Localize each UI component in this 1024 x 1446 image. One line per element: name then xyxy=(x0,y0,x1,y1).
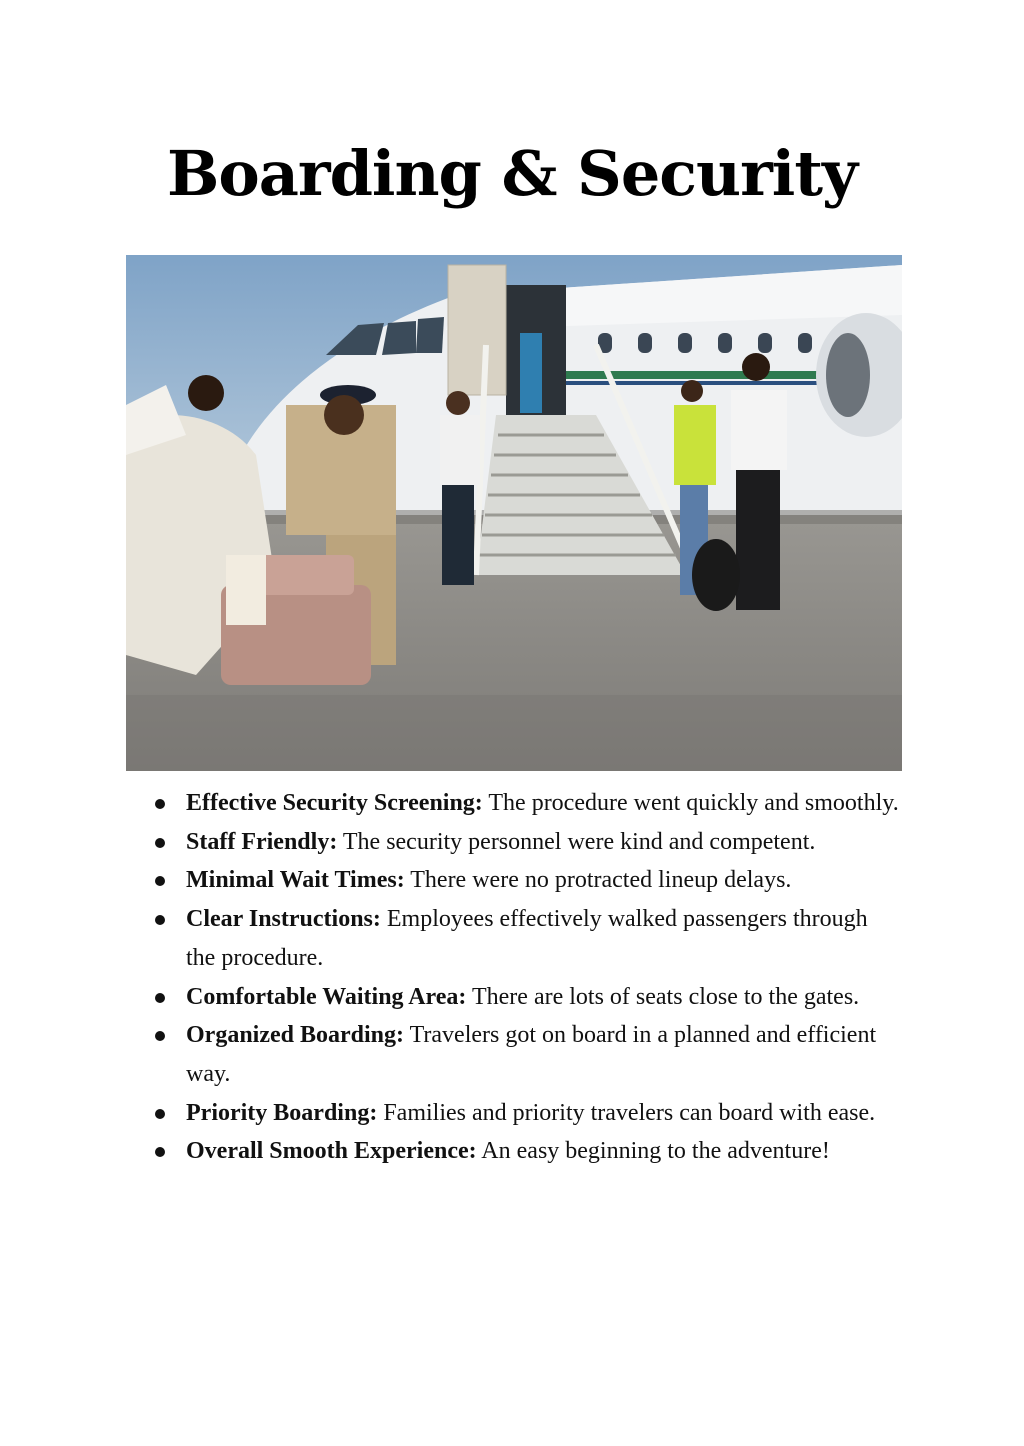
boarding-photo xyxy=(126,255,902,771)
item-label: Overall Smooth Experience: xyxy=(186,1138,477,1165)
bullet-icon xyxy=(155,876,165,886)
item-label: Effective Security Screening: xyxy=(186,790,483,816)
list-item xyxy=(126,823,902,862)
item-label: Minimal Wait Times: xyxy=(186,867,405,894)
page-title: Boarding & Security xyxy=(166,137,857,210)
bullet-icon xyxy=(155,1031,165,1041)
item-text: Employees effectively walked passengers through the procedure. xyxy=(186,906,868,971)
bullet-icon xyxy=(155,1147,165,1157)
item-text: Travelers got on board in a planned and efficient way. xyxy=(186,1022,877,1087)
item-label: Comfortable Waiting Area: xyxy=(186,983,467,1010)
bullet-icon xyxy=(155,915,165,925)
list-item xyxy=(126,900,902,977)
bullet-icon xyxy=(155,1109,165,1119)
item-text: There were no protracted lineup delays. xyxy=(404,867,792,894)
item-text: An easy beginning to the adventure! xyxy=(476,1138,830,1165)
item-label: Staff Friendly: xyxy=(186,828,338,855)
list-item xyxy=(126,861,902,900)
item-label: Organized Boarding: xyxy=(186,1022,405,1049)
highlights-list xyxy=(126,784,902,1171)
item-text: The procedure went quickly and smoothly. xyxy=(482,790,899,816)
bullet-icon xyxy=(155,838,165,848)
item-label: Clear Instructions: xyxy=(186,906,381,933)
item-text: The security personnel were kind and competent. xyxy=(337,828,816,855)
list-item xyxy=(126,1132,902,1171)
item-text: There are lots of seats close to the gates. xyxy=(466,983,860,1010)
bullet-icon xyxy=(155,993,165,1003)
item-label: Priority Boarding: xyxy=(186,1099,378,1126)
bullet-icon xyxy=(155,799,165,809)
list-item xyxy=(126,978,902,1017)
list-item xyxy=(126,784,902,823)
list-item xyxy=(126,1016,902,1093)
item-text: Families and priority travelers can board with ease. xyxy=(377,1099,876,1126)
list-item xyxy=(126,1094,902,1133)
